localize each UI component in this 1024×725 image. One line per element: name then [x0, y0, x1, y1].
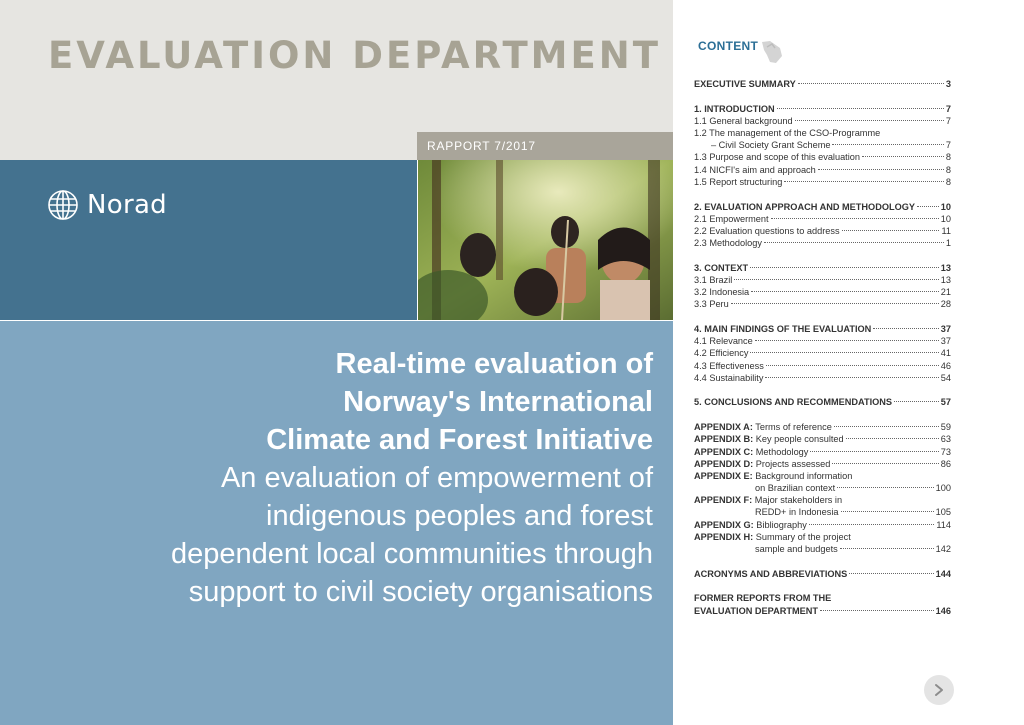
subtitle-line: indigenous peoples and forest — [266, 500, 653, 532]
toc-entry[interactable]: 3.3 Peru 28 — [694, 299, 951, 310]
toc-entry[interactable]: 4.1 Relevance 37 — [694, 336, 951, 347]
toc-entry[interactable]: 1.4 NICFI's aim and approach 8 — [694, 164, 951, 175]
report-title — [33, 345, 653, 611]
toc-entry[interactable]: 5. CONCLUSIONS AND RECOMMENDATIONS 57 — [694, 397, 951, 408]
toc-entry[interactable]: APPENDIX F: Major stakeholders in — [694, 495, 843, 506]
toc-entry[interactable]: – Civil Society Grant Scheme 7 — [711, 140, 951, 151]
report-number: RAPPORT 7/2017 — [417, 132, 673, 160]
globe-icon — [47, 180, 79, 230]
toc-entry[interactable]: 3.2 Indonesia 21 — [694, 287, 951, 298]
department-title: EVALUATION DEPARTMENT — [48, 34, 661, 77]
toc-entry[interactable]: 3.1 Brazil 13 — [694, 274, 951, 285]
toc-entry[interactable]: FORMER REPORTS FROM THE — [694, 593, 832, 604]
title-line: Climate and Forest Initiative — [266, 424, 653, 456]
toc-entry[interactable]: 4.2 Efficiency 41 — [694, 348, 951, 359]
toc-entry[interactable]: 2.1 Empowerment 10 — [694, 213, 951, 224]
subtitle-line: support to civil society organisations — [188, 576, 653, 608]
toc-entry[interactable]: 2. EVALUATION APPROACH AND METHODOLOGY 10 — [694, 201, 951, 212]
toc-entry[interactable]: APPENDIX E: Background information — [694, 470, 853, 481]
logo-text: Norad — [87, 190, 167, 220]
title-line: Real-time evaluation of — [335, 348, 653, 380]
toc-entry[interactable]: APPENDIX B: Key people consulted 63 — [694, 434, 951, 445]
toc-entry[interactable]: ACRONYMS AND ABBREVIATIONS 144 — [694, 568, 951, 579]
toc-entry[interactable]: 4.3 Effectiveness 46 — [694, 360, 951, 371]
subtitle-line: dependent local communities through — [170, 538, 653, 570]
cover-photo — [418, 160, 673, 320]
toc-entry[interactable]: on Brazilian context 100 — [755, 483, 951, 494]
toc-entry[interactable]: APPENDIX A: Terms of reference 59 — [694, 422, 951, 433]
contents-heading: CONTENT — [698, 39, 759, 53]
toc-entry[interactable]: sample and budgets 142 — [755, 544, 951, 554]
toc-entry[interactable]: 4.4 Sustainability 54 — [694, 372, 951, 383]
toc-entry[interactable]: 1.2 The management of the CSO-Programme — [694, 128, 881, 139]
toc-entry[interactable]: REDD+ in Indonesia 105 — [755, 507, 951, 518]
toc-entry[interactable]: APPENDIX H: Summary of the project — [694, 531, 851, 542]
toc-entry[interactable]: 1. INTRODUCTION 7 — [694, 103, 951, 114]
toc-entry[interactable]: EVALUATION DEPARTMENT 146 — [694, 605, 951, 616]
norad-logo — [47, 180, 167, 230]
title-line: Norway's International — [343, 386, 653, 418]
toc-entry[interactable]: APPENDIX C: Methodology 73 — [694, 446, 951, 457]
toc-entry[interactable]: 1.3 Purpose and scope of this evaluation 8 — [694, 152, 951, 163]
chevron-right-icon — [933, 683, 945, 697]
subtitle-line: An evaluation of empowerment of — [220, 462, 653, 494]
toc-entry[interactable]: APPENDIX D: Projects assessed 86 — [694, 458, 951, 469]
toc-entry[interactable]: 4. MAIN FINDINGS OF THE EVALUATION 37 — [694, 324, 951, 334]
toc-entry[interactable]: APPENDIX G: Bibliography 114 — [694, 519, 951, 530]
toc-entry[interactable]: 2.3 Methodology 1 — [694, 238, 951, 249]
toc-entry[interactable]: EXECUTIVE SUMMARY 3 — [694, 79, 951, 89]
toc-entry[interactable]: 1.5 Report structuring 8 — [694, 176, 951, 187]
next-page-button[interactable] — [924, 675, 954, 705]
toc-entry[interactable]: 1.1 General background 7 — [694, 115, 951, 126]
toc-entry[interactable]: 2.2 Evaluation questions to address 11 — [694, 225, 951, 236]
hand-cursor-icon — [758, 38, 784, 66]
toc-entry[interactable]: 3. CONTEXT 13 — [694, 262, 951, 273]
table-of-contents — [694, 78, 951, 617]
